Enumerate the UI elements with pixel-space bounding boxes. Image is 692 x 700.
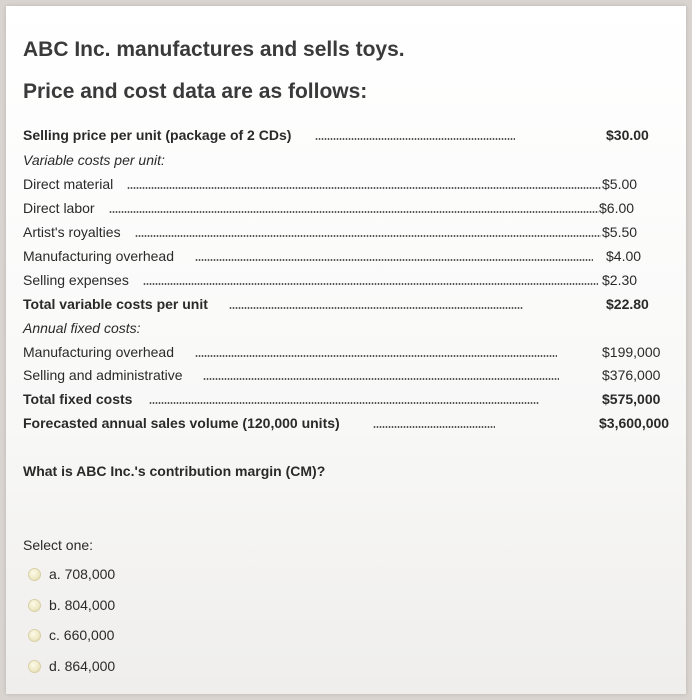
row-label: Selling expenses bbox=[23, 272, 129, 288]
dot-leader bbox=[229, 307, 523, 309]
dot-leader bbox=[373, 426, 495, 428]
row-value: $5.00 bbox=[602, 176, 638, 192]
radio-button-icon[interactable] bbox=[28, 599, 41, 612]
option-c[interactable] bbox=[28, 625, 114, 645]
row-value: $5.50 bbox=[602, 224, 638, 240]
row-label: Direct labor bbox=[23, 200, 95, 216]
cost-row-total-fixed bbox=[23, 388, 663, 410]
cost-row-total-variable bbox=[23, 293, 663, 315]
dot-leader bbox=[109, 211, 599, 213]
row-value: $30.00 bbox=[606, 127, 649, 143]
row-label: Selling and administrative bbox=[23, 367, 183, 383]
radio-button-icon[interactable] bbox=[28, 629, 41, 642]
select-one-label: Select one: bbox=[23, 537, 94, 553]
option-d[interactable] bbox=[28, 656, 115, 676]
row-label: Manufacturing overhead bbox=[23, 248, 174, 264]
dot-leader bbox=[195, 355, 557, 357]
option-label[interactable]: a. 708,000 bbox=[49, 566, 116, 582]
row-value: $376,000 bbox=[602, 367, 661, 383]
row-label: Manufacturing overhead bbox=[23, 344, 174, 360]
row-label: Annual fixed costs: bbox=[23, 320, 141, 336]
row-label: Artist's royalties bbox=[23, 224, 121, 240]
row-value: $3,600,000 bbox=[599, 415, 670, 431]
section-variable-costs bbox=[23, 149, 663, 171]
dot-leader bbox=[195, 259, 593, 261]
row-label: Total fixed costs bbox=[23, 391, 133, 407]
row-label: Direct material bbox=[23, 176, 114, 192]
section-fixed-costs bbox=[23, 317, 663, 339]
option-label[interactable]: c. 660,000 bbox=[49, 627, 115, 643]
row-label: Variable costs per unit: bbox=[23, 152, 165, 168]
question-subtitle: Price and cost data are as follows: bbox=[23, 80, 368, 103]
row-value: $22.80 bbox=[606, 296, 649, 312]
dot-leader bbox=[143, 283, 598, 285]
cost-row-direct-labor bbox=[23, 197, 663, 219]
option-label[interactable]: d. 864,000 bbox=[49, 658, 116, 674]
cost-row-selling-price bbox=[23, 124, 663, 146]
cost-row-artists-royalties bbox=[23, 221, 663, 243]
row-value: $199,000 bbox=[602, 344, 661, 360]
dot-leader bbox=[315, 138, 515, 140]
cost-row-selling-administrative bbox=[23, 364, 663, 386]
row-value: $575,000 bbox=[602, 391, 661, 407]
dot-leader bbox=[127, 187, 601, 189]
radio-button-icon[interactable] bbox=[28, 660, 41, 673]
dot-leader bbox=[149, 402, 539, 404]
cost-row-selling-expenses bbox=[23, 269, 663, 291]
option-label[interactable]: b. 804,000 bbox=[49, 597, 116, 613]
question-prompt: What is ABC Inc.'s contribution margin (CM)? bbox=[23, 463, 326, 479]
question-title: ABC Inc. manufactures and sells toys. bbox=[23, 38, 405, 61]
row-value: $2.30 bbox=[602, 272, 638, 288]
option-b[interactable] bbox=[28, 595, 115, 615]
row-label: Total variable costs per unit bbox=[23, 296, 208, 312]
row-value: $6.00 bbox=[599, 200, 635, 216]
option-a[interactable] bbox=[28, 564, 115, 584]
cost-row-manufacturing-overhead bbox=[23, 245, 663, 267]
cost-row-fixed-manufacturing-overhead bbox=[23, 341, 663, 363]
row-value: $4.00 bbox=[606, 248, 642, 264]
row-label: Forecasted annual sales volume (120,000 units) bbox=[23, 415, 340, 431]
question-sheet bbox=[6, 6, 686, 694]
cost-row-forecasted-sales bbox=[23, 412, 670, 434]
cost-row-direct-material bbox=[23, 173, 663, 195]
radio-button-icon[interactable] bbox=[28, 568, 41, 581]
dot-leader bbox=[203, 378, 559, 380]
row-label: Selling price per unit (package of 2 CDs) bbox=[23, 127, 292, 143]
dot-leader bbox=[135, 235, 601, 237]
